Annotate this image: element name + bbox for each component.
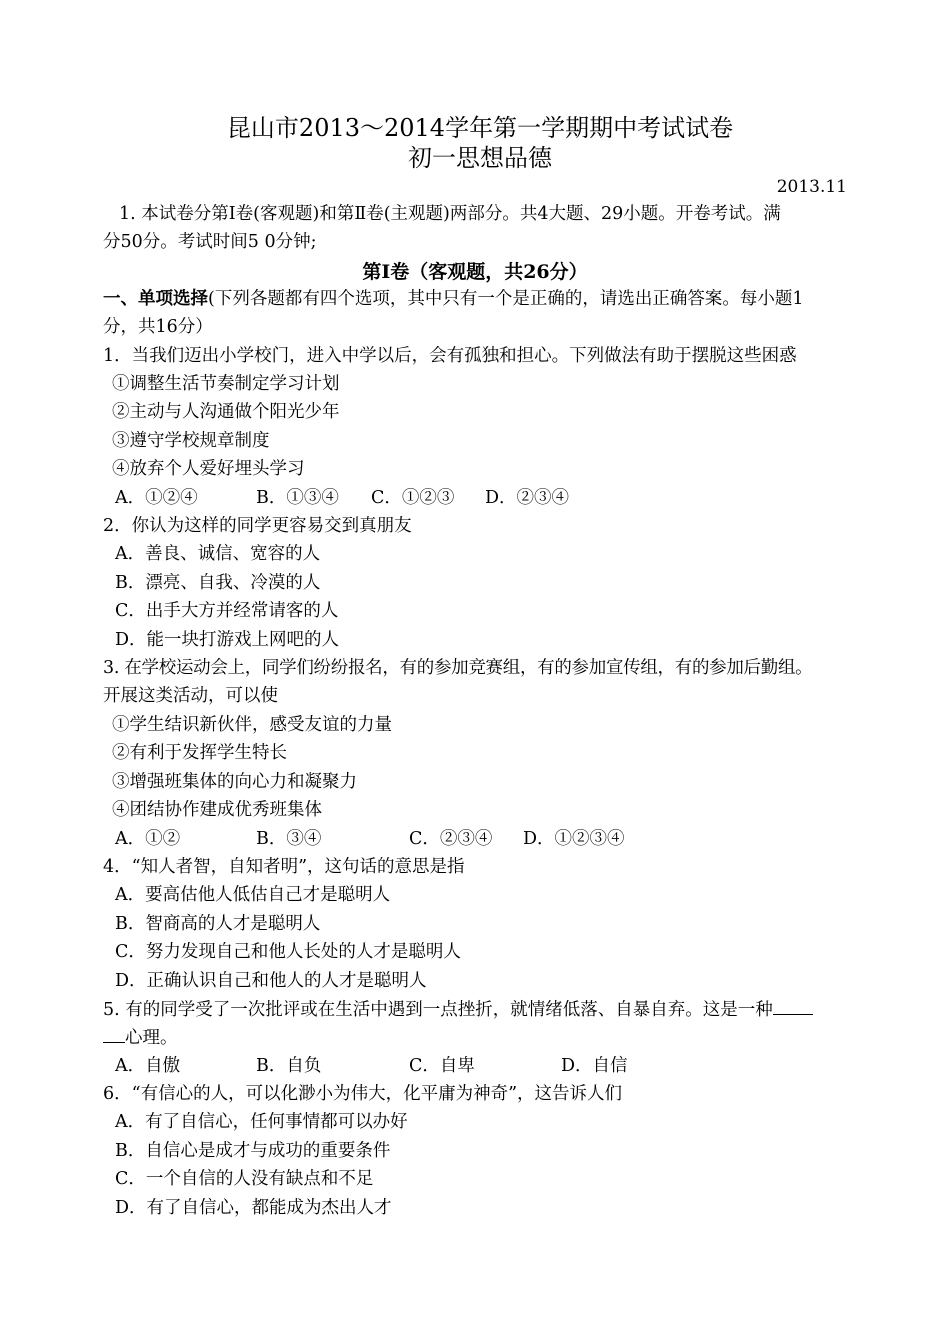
q3-option-c: C．②③④ bbox=[409, 829, 493, 849]
q2-choice-d: D．能一块打游戏上网吧的人 bbox=[115, 630, 340, 650]
q1-statement: ④放弃个人爱好埋头学习 bbox=[112, 459, 305, 479]
q6-choice-d: D．有了自信心，都能成为杰出人才 bbox=[115, 1198, 392, 1218]
q5-stem-text: 5. 有的同学受了一次批评或在生活中遇到一点挫折，就情绪低落、自暴自弃。这是一种 bbox=[103, 1000, 773, 1020]
q1-option-b: B．①③④ bbox=[256, 488, 339, 508]
q3-statement: ③增强班集体的向心力和凝聚力 bbox=[112, 772, 357, 792]
q1-statement: ②主动与人沟通做个阳光少年 bbox=[112, 402, 340, 422]
section1-instruction-cont: 分，共16分） bbox=[103, 317, 213, 337]
q3-option-b: B．③④ bbox=[256, 829, 322, 849]
section1-label: 一、单项选择 bbox=[103, 289, 208, 309]
q4-choice-c: C．努力发现自己和他人长处的人才是聪明人 bbox=[115, 942, 461, 962]
q6-stem: 6．“有信心的人，可以化渺小为伟大，化平庸为神奇”，这告诉人们 bbox=[103, 1084, 623, 1104]
q5-option-b: B．自负 bbox=[256, 1056, 322, 1076]
q1-option-d: D．②③④ bbox=[485, 488, 570, 508]
q5-stem-cont bbox=[103, 1025, 178, 1050]
q4-choice-d: D．正确认识自己和他人的人才是聪明人 bbox=[115, 971, 427, 991]
q3-statement: ①学生结识新伙伴，感受友谊的力量 bbox=[112, 715, 392, 735]
q3-option-d: D．①②③④ bbox=[523, 829, 625, 849]
q5-answer-blank[interactable] bbox=[773, 997, 813, 1015]
q1-option-a: A．①②④ bbox=[115, 488, 198, 508]
q3-stem-cont: 开展这类活动，可以使 bbox=[103, 686, 278, 706]
q6-choice-c: C．一个自信的人没有缺点和不足 bbox=[115, 1169, 374, 1189]
q1-statement: ①调整生活节奏制定学习计划 bbox=[112, 374, 340, 394]
exam-subtitle: 初一思想品德 bbox=[408, 144, 552, 172]
q5-option-c: C．自卑 bbox=[409, 1056, 475, 1076]
section1-instruction: (下列各题都有四个选项，其中只有一个是正确的，请选出正确答案。每小题1 bbox=[208, 289, 804, 309]
q3-option-a: A．①② bbox=[115, 829, 181, 849]
q5-option-a: A．自傲 bbox=[115, 1056, 181, 1076]
section1-heading bbox=[103, 287, 803, 311]
q6-choice-a: A．有了自信心，任何事情都可以办好 bbox=[115, 1112, 408, 1132]
q4-choice-b: B．智商高的人才是聪明人 bbox=[115, 914, 321, 934]
q3-statement: ④团结协作建成优秀班集体 bbox=[112, 800, 322, 820]
q2-choice-c: C．出手大方并经常请客的人 bbox=[115, 601, 339, 621]
q1-statement: ③遵守学校规章制度 bbox=[112, 431, 270, 451]
q4-choice-a: A．要高估他人低估自己才是聪明人 bbox=[115, 885, 391, 905]
exam-title: 昆山市2013～2014学年第一学期期中考试试卷 bbox=[226, 114, 734, 142]
q4-stem: 4．“知人者智，自知者明”，这句话的意思是指 bbox=[103, 857, 465, 877]
notice-line-1: 1. 本试卷分第Ⅰ卷(客观题)和第Ⅱ卷(主观题)两部分。共4大题、29小题。开卷考试。满 bbox=[119, 204, 781, 224]
q2-choice-b: B．漂亮、自我、冷漠的人 bbox=[115, 573, 321, 593]
q3-stem: 3. 在学校运动会上，同学们纷纷报名，有的参加竞赛组，有的参加宣传组，有的参加后勤组。 bbox=[103, 658, 813, 678]
notice-line-2: 分50分。考试时间5 0分钟; bbox=[103, 232, 317, 252]
q6-choice-b: B．自信心是成才与成功的重要条件 bbox=[115, 1141, 391, 1161]
q1-option-c: C．①②③ bbox=[371, 488, 455, 508]
exam-date: 2013.11 bbox=[776, 177, 847, 197]
q5-stem bbox=[103, 997, 813, 1022]
q3-statement: ②有利于发挥学生特长 bbox=[112, 743, 287, 763]
q5-option-d: D．自信 bbox=[561, 1056, 628, 1076]
q5-answer-blank-cont[interactable] bbox=[103, 1025, 125, 1043]
q5-stem-end: 心理。 bbox=[125, 1028, 178, 1048]
q2-choice-a: A．善良、诚信、宽容的人 bbox=[115, 544, 321, 564]
part1-title: 第Ⅰ卷（客观题，共26分） bbox=[362, 261, 588, 283]
q2-stem: 2．你认为这样的同学更容易交到真朋友 bbox=[103, 516, 412, 536]
q1-stem: 1．当我们迈出小学校门，进入中学以后，会有孤独和担心。下列做法有助于摆脱这些困惑 bbox=[103, 346, 797, 366]
